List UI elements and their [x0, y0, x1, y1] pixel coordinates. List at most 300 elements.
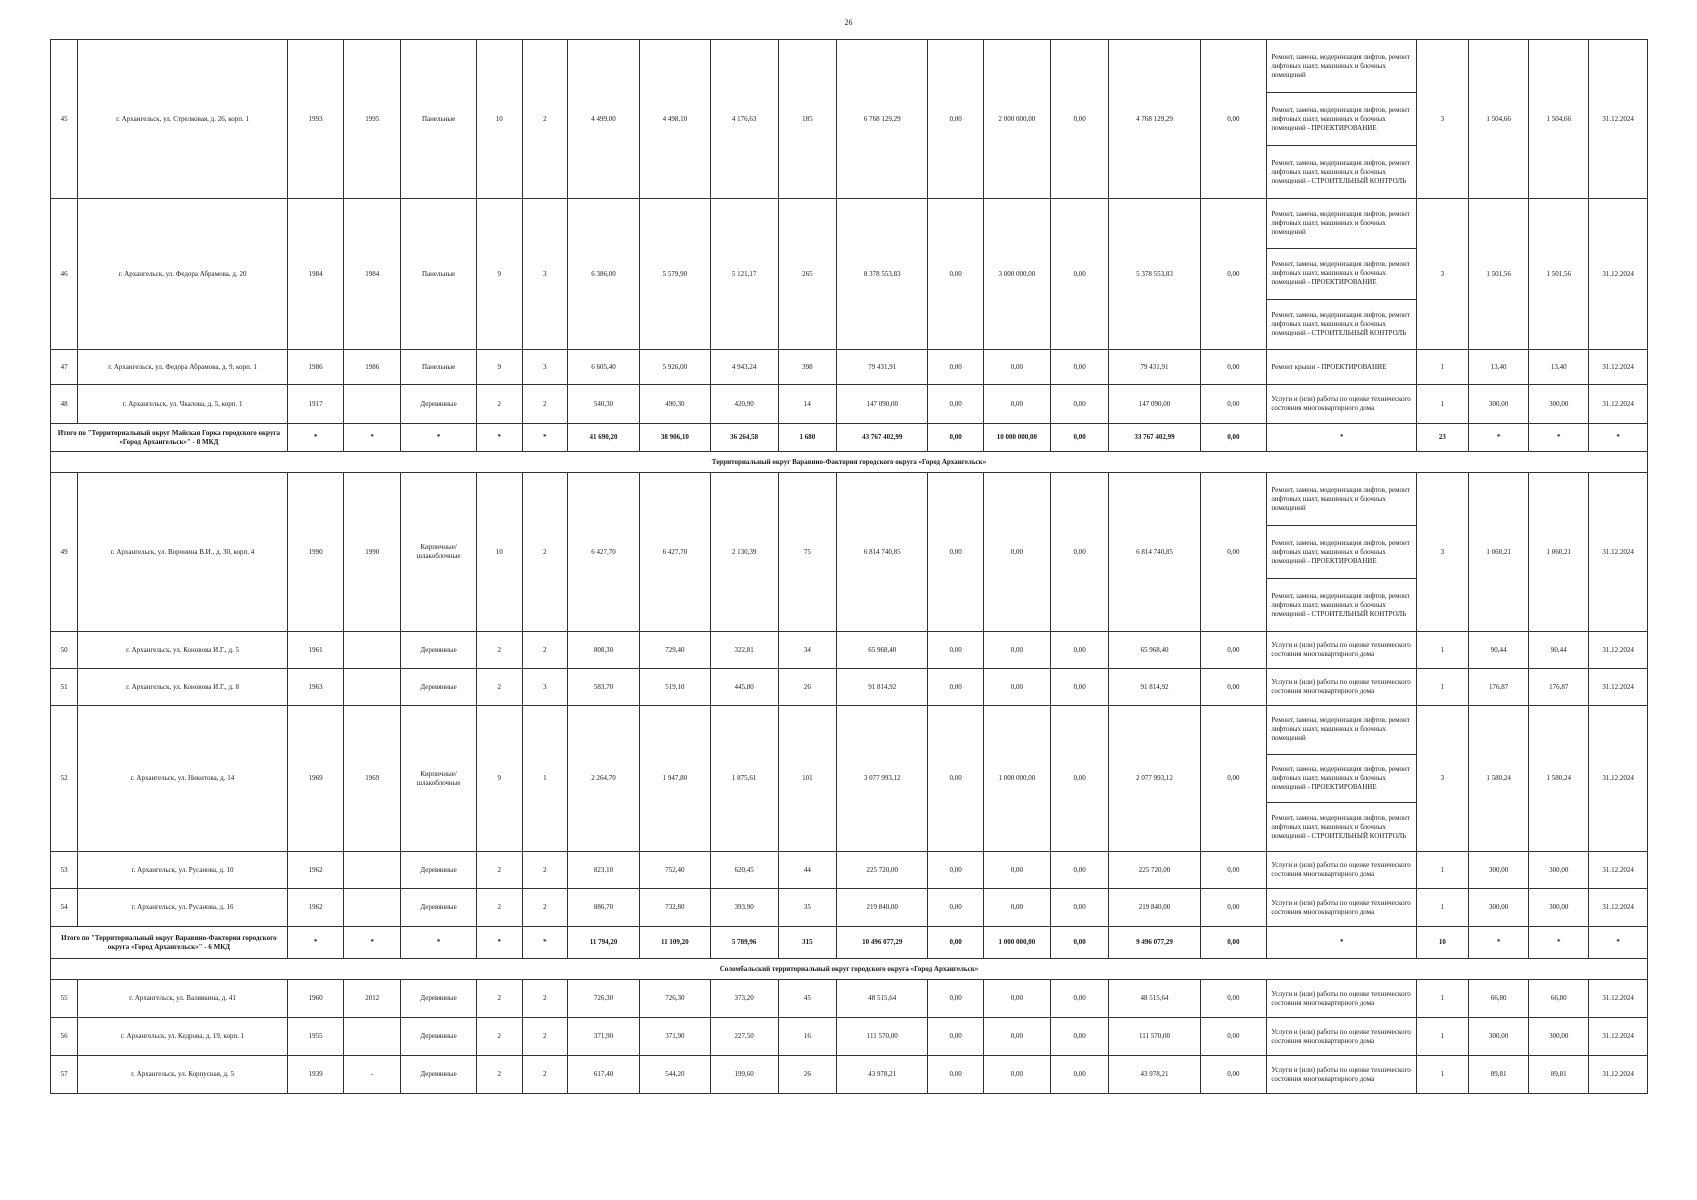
cell-count: 3	[1417, 40, 1469, 199]
cell-unit-cost-max: 300,00	[1529, 852, 1589, 889]
subtotal-deadline: *	[1589, 424, 1648, 452]
cell-area-res: 373,20	[710, 980, 778, 1018]
cell-area-total: 4 499,00	[568, 40, 640, 199]
cell-unit-cost: 300,00	[1468, 889, 1529, 927]
cell-deadline: 31.12.2024	[1589, 473, 1648, 632]
subtotal-label: Итого по "Территориальный округ Варавино-Фактория городского округа «Город Архангельск»" - 6 МКД	[51, 927, 288, 959]
cell-fund: 0,00	[928, 632, 984, 669]
subtotal-budget-region: 1 000 000,00	[983, 927, 1050, 959]
cell-floors: 9	[477, 199, 523, 350]
cell-fund: 0,00	[928, 852, 984, 889]
work-item: Ремонт, замена, модернизация лифтов, ремонт лифтовых шахт, машинных и блочных помещений	[1271, 210, 1410, 237]
cell-budget-local: 0,00	[1050, 706, 1109, 852]
cell-deadline: 31.12.2024	[1589, 40, 1648, 199]
work-item: Ремонт, замена, модернизация лифтов, ремонт лифтовых шахт, машинных и блочных помещений - ПРОЕКТИРОВАНИЕ	[1267, 754, 1416, 803]
cell-count: 1	[1417, 350, 1469, 385]
cell-year-rec	[344, 1018, 401, 1056]
cell-owners: 65 968,40	[1109, 632, 1200, 669]
cell-material: Деревянные	[401, 632, 477, 669]
cell-other: 0,00	[1200, 199, 1267, 350]
cell-count: 3	[1417, 706, 1469, 852]
subtotal-year-built: *	[287, 927, 344, 959]
cell-year-built: 1990	[287, 473, 344, 632]
cell-material: Деревянные	[401, 1018, 477, 1056]
subtotal-area-living: 11 109,20	[639, 927, 710, 959]
cell-material: Деревянные	[401, 669, 477, 706]
cell-area-living: 1 947,80	[639, 706, 710, 852]
cell-residents: 35	[778, 889, 837, 927]
row-number: 51	[51, 669, 78, 706]
cell-floors: 9	[477, 706, 523, 852]
subtotal-budget-local: 0,00	[1050, 424, 1109, 452]
cell-entrances: 3	[522, 669, 568, 706]
cell-deadline: 31.12.2024	[1589, 1018, 1648, 1056]
work-item: Услуги и (или) работы по оценке технического состояния многоквартирного дома	[1271, 395, 1411, 412]
cell-material: Деревянные	[401, 852, 477, 889]
cell-area-res: 199,60	[710, 1056, 778, 1094]
building-row	[51, 669, 1648, 706]
cell-unit-cost-max: 90,44	[1529, 632, 1589, 669]
building-address: г. Архангельск, ул. Валявкина, д. 41	[78, 980, 287, 1018]
building-address: г. Архангельск, ул. Русанова, д. 10	[78, 852, 287, 889]
cell-budget-local: 0,00	[1050, 40, 1109, 199]
subtotal-works: *	[1267, 927, 1417, 959]
subtotal-owners: 9 496 077,29	[1109, 927, 1200, 959]
cell-entrances: 2	[522, 980, 568, 1018]
building-address: г. Архангельск, ул. Коновова И.Г., д. 8	[78, 669, 287, 706]
cell-residents: 16	[778, 1018, 837, 1056]
cell-other: 0,00	[1200, 1056, 1267, 1094]
cell-fund: 0,00	[928, 889, 984, 927]
work-item: Ремонт, замена, модернизация лифтов, ремонт лифтовых шахт, машинных и блочных помещений - СТРОИТЕЛЬНЫЙ КОНТРОЛЬ	[1267, 578, 1416, 631]
building-address: г. Архангельск, ул. Русанова, д. 16	[78, 889, 287, 927]
cell-budget-local: 0,00	[1050, 350, 1109, 385]
cell-unit-cost-max: 1 060,21	[1529, 473, 1589, 632]
cell-cost-total: 3 077 993,12	[837, 706, 928, 852]
cell-entrances: 2	[522, 1018, 568, 1056]
building-row	[51, 385, 1648, 424]
subtotal-unit-cost-max: *	[1529, 927, 1589, 959]
cell-unit-cost-max: 13,40	[1529, 350, 1589, 385]
works-cell	[1267, 852, 1417, 889]
cell-year-rec	[344, 385, 401, 424]
building-row	[51, 980, 1648, 1018]
cell-year-built: 1962	[287, 852, 344, 889]
cell-unit-cost-max: 66,80	[1529, 980, 1589, 1018]
cell-fund: 0,00	[928, 1056, 984, 1094]
subtotal-year-rec: *	[344, 424, 401, 452]
subtotal-count: 10	[1417, 927, 1469, 959]
building-address: г. Архангельск, ул. Чкалова, д. 5, корп. 1	[78, 385, 287, 424]
subtotal-area-living: 38 906,10	[639, 424, 710, 452]
cell-budget-local: 0,00	[1050, 385, 1109, 424]
subtotal-area-total: 11 794,20	[568, 927, 640, 959]
works-cell	[1267, 980, 1417, 1018]
row-number: 49	[51, 473, 78, 632]
cell-count: 3	[1417, 473, 1469, 632]
cell-residents: 34	[778, 632, 837, 669]
cell-deadline: 31.12.2024	[1589, 706, 1648, 852]
cell-unit-cost: 300,00	[1468, 852, 1529, 889]
cell-area-total: 6 386,00	[568, 199, 640, 350]
cell-area-living: 5 926,00	[639, 350, 710, 385]
building-address: г. Архангельск, ул. Коновова И.Г., д. 5	[78, 632, 287, 669]
cell-floors: 10	[477, 40, 523, 199]
cell-year-rec	[344, 669, 401, 706]
works-cell	[1267, 199, 1417, 350]
cell-other: 0,00	[1200, 632, 1267, 669]
works-cell	[1267, 706, 1417, 852]
work-item: Ремонт, замена, модернизация лифтов, ремонт лифтовых шахт, машинных и блочных помещений - ПРОЕКТИРОВАНИЕ	[1267, 248, 1416, 298]
subtotal-material: *	[401, 927, 477, 959]
subtotal-residents: 315	[778, 927, 837, 959]
cell-area-total: 6 427,70	[568, 473, 640, 632]
work-item: Ремонт, замена, модернизация лифтов, ремонт лифтовых шахт, машинных и блочных помещений	[1271, 485, 1410, 512]
cell-cost-total: 65 968,40	[837, 632, 928, 669]
cell-budget-region: 0,00	[983, 1018, 1050, 1056]
cell-fund: 0,00	[928, 980, 984, 1018]
cell-budget-region: 0,00	[983, 473, 1050, 632]
cell-other: 0,00	[1200, 1018, 1267, 1056]
cell-entrances: 3	[522, 350, 568, 385]
row-number: 46	[51, 199, 78, 350]
repair-program-table	[50, 39, 1648, 1094]
cell-unit-cost: 89,81	[1468, 1056, 1529, 1094]
cell-cost-total: 219 840,00	[837, 889, 928, 927]
cell-year-built: 1917	[287, 385, 344, 424]
cell-budget-region: 0,00	[983, 632, 1050, 669]
cell-area-living: 4 498,10	[639, 40, 710, 199]
cell-residents: 14	[778, 385, 837, 424]
cell-area-total: 540,30	[568, 385, 640, 424]
row-number: 47	[51, 350, 78, 385]
cell-unit-cost: 66,80	[1468, 980, 1529, 1018]
cell-budget-region: 3 000 000,00	[983, 199, 1050, 350]
subtotal-unit-cost: *	[1468, 424, 1529, 452]
subtotal-other: 0,00	[1200, 927, 1267, 959]
cell-other: 0,00	[1200, 40, 1267, 199]
cell-deadline: 31.12.2024	[1589, 632, 1648, 669]
cell-material: Деревянные	[401, 980, 477, 1018]
cell-budget-region: 0,00	[983, 980, 1050, 1018]
building-row	[51, 473, 1648, 632]
cell-other: 0,00	[1200, 350, 1267, 385]
building-row	[51, 632, 1648, 669]
row-number: 54	[51, 889, 78, 927]
subtotal-owners: 33 767 402,99	[1109, 424, 1200, 452]
cell-area-total: 808,30	[568, 632, 640, 669]
cell-residents: 75	[778, 473, 837, 632]
cell-fund: 0,00	[928, 350, 984, 385]
cell-year-built: 1955	[287, 1018, 344, 1056]
cell-year-rec: 1969	[344, 706, 401, 852]
cell-year-rec	[344, 889, 401, 927]
cell-unit-cost-max: 1 580,24	[1529, 706, 1589, 852]
building-row	[51, 40, 1648, 199]
cell-area-living: 726,30	[639, 980, 710, 1018]
work-item: Ремонт, замена, модернизация лифтов, ремонт лифтовых шахт, машинных и блочных помещений	[1271, 52, 1410, 79]
work-item: Услуги и (или) работы по оценке технического состояния многоквартирного дома	[1271, 1027, 1411, 1045]
cell-material: Панельные	[401, 40, 477, 199]
building-address: г. Архангельск, ул. Стрелковая, д. 26, корп. 1	[78, 40, 287, 199]
cell-area-living: 5 579,90	[639, 199, 710, 350]
cell-count: 1	[1417, 632, 1469, 669]
cell-deadline: 31.12.2024	[1589, 889, 1648, 927]
cell-budget-local: 0,00	[1050, 889, 1109, 927]
work-item: Ремонт, замена, модернизация лифтов, ремонт лифтовых шахт, машинных и блочных помещений - СТРОИТЕЛЬНЫЙ КОНТРОЛЬ	[1267, 145, 1416, 198]
cell-other: 0,00	[1200, 852, 1267, 889]
section-title: Территориальный округ Варавино-Фактория городского округа «Город Архангельск»	[51, 452, 1648, 473]
cell-area-res: 5 121,17	[710, 199, 778, 350]
cell-floors: 2	[477, 632, 523, 669]
cell-area-living: 544,20	[639, 1056, 710, 1094]
cell-unit-cost: 300,00	[1468, 385, 1529, 424]
cell-unit-cost-max: 1 504,66	[1529, 40, 1589, 199]
work-item: Услуги и (или) работы по оценке технического состояния многоквартирного дома	[1271, 1065, 1411, 1083]
cell-year-rec	[344, 632, 401, 669]
cell-count: 3	[1417, 199, 1469, 350]
row-number: 55	[51, 980, 78, 1018]
cell-cost-total: 48 515,64	[837, 980, 928, 1018]
cell-area-living: 490,30	[639, 385, 710, 424]
cell-area-res: 227,50	[710, 1018, 778, 1056]
cell-deadline: 31.12.2024	[1589, 980, 1648, 1018]
cell-area-total: 823,10	[568, 852, 640, 889]
cell-area-total: 726,30	[568, 980, 640, 1018]
cell-year-rec: 1990	[344, 473, 401, 632]
cell-deadline: 31.12.2024	[1589, 1056, 1648, 1094]
cell-entrances: 2	[522, 40, 568, 199]
cell-budget-region: 1 000 000,00	[983, 706, 1050, 852]
cell-area-living: 371,90	[639, 1018, 710, 1056]
subtotal-year-built: *	[287, 424, 344, 452]
row-number: 57	[51, 1056, 78, 1094]
cell-unit-cost-max: 1 501,56	[1529, 199, 1589, 350]
work-item: Ремонт крыши - ПРОЕКТИРОВАНИЕ	[1271, 362, 1387, 371]
cell-other: 0,00	[1200, 385, 1267, 424]
cell-unit-cost: 90,44	[1468, 632, 1529, 669]
subtotal-entrances: *	[522, 927, 568, 959]
cell-unit-cost: 176,87	[1468, 669, 1529, 706]
cell-entrances: 2	[522, 1056, 568, 1094]
cell-owners: 79 431,91	[1109, 350, 1200, 385]
cell-floors: 2	[477, 889, 523, 927]
subtotal-label: Итого по "Территориальный округ Майская Горка городского округа «Город Архангельск»" - 8 МКД	[51, 424, 288, 452]
cell-material: Деревянные	[401, 385, 477, 424]
cell-material: Панельные	[401, 350, 477, 385]
cell-count: 1	[1417, 889, 1469, 927]
subtotal-budget-region: 10 000 000,00	[983, 424, 1050, 452]
cell-area-living: 732,80	[639, 889, 710, 927]
cell-fund: 0,00	[928, 706, 984, 852]
cell-budget-region: 0,00	[983, 852, 1050, 889]
cell-owners: 91 814,92	[1109, 669, 1200, 706]
cell-unit-cost: 300,00	[1468, 1018, 1529, 1056]
cell-cost-total: 79 431,91	[837, 350, 928, 385]
cell-budget-local: 0,00	[1050, 1056, 1109, 1094]
cell-owners: 2 077 993,12	[1109, 706, 1200, 852]
building-row	[51, 852, 1648, 889]
cell-deadline: 31.12.2024	[1589, 385, 1648, 424]
cell-fund: 0,00	[928, 473, 984, 632]
cell-cost-total: 147 090,00	[837, 385, 928, 424]
building-address: г. Архангельск, ул. Корпусная, д. 5	[78, 1056, 287, 1094]
building-address: г. Архангельск, ул. Никитова, д. 14	[78, 706, 287, 852]
cell-material: Панельные	[401, 199, 477, 350]
cell-material: Деревянные	[401, 1056, 477, 1094]
cell-year-built: 1993	[287, 40, 344, 199]
cell-unit-cost-max: 176,87	[1529, 669, 1589, 706]
cell-budget-local: 0,00	[1050, 473, 1109, 632]
cell-area-res: 2 130,39	[710, 473, 778, 632]
cell-deadline: 31.12.2024	[1589, 199, 1648, 350]
cell-entrances: 1	[522, 706, 568, 852]
cell-unit-cost: 1 501,56	[1468, 199, 1529, 350]
cell-entrances: 2	[522, 852, 568, 889]
subtotal-works: *	[1267, 424, 1417, 452]
cell-other: 0,00	[1200, 980, 1267, 1018]
row-number: 52	[51, 706, 78, 852]
cell-year-rec	[344, 852, 401, 889]
cell-cost-total: 91 814,92	[837, 669, 928, 706]
building-address: г. Архангельск, ул. Кедрова, д. 19, корп. 1	[78, 1018, 287, 1056]
cell-budget-local: 0,00	[1050, 632, 1109, 669]
cell-residents: 101	[778, 706, 837, 852]
cell-area-total: 371,90	[568, 1018, 640, 1056]
cell-owners: 6 814 740,85	[1109, 473, 1200, 632]
work-item: Ремонт, замена, модернизация лифтов, ремонт лифтовых шахт, машинных и блочных помещений - СТРОИТЕЛЬНЫЙ КОНТРОЛЬ	[1267, 299, 1416, 349]
work-item: Ремонт, замена, модернизация лифтов, ремонт лифтовых шахт, машинных и блочных помещений - ПРОЕКТИРОВАНИЕ	[1267, 92, 1416, 145]
cell-area-living: 6 427,70	[639, 473, 710, 632]
cell-year-built: 1969	[287, 706, 344, 852]
cell-area-living: 729,40	[639, 632, 710, 669]
subtotal-entrances: *	[522, 424, 568, 452]
cell-budget-region: 0,00	[983, 669, 1050, 706]
works-cell	[1267, 889, 1417, 927]
works-cell	[1267, 669, 1417, 706]
work-item: Услуги и (или) работы по оценке технического состояния многоквартирного дома	[1271, 861, 1411, 878]
cell-area-total: 617,40	[568, 1056, 640, 1094]
cell-year-built: 1984	[287, 199, 344, 350]
cell-entrances: 2	[522, 889, 568, 927]
cell-residents: 398	[778, 350, 837, 385]
cell-area-res: 1 875,61	[710, 706, 778, 852]
cell-area-res: 322,81	[710, 632, 778, 669]
building-address: г. Архангельск, ул. Воронина В.И., д. 30, корп. 4	[78, 473, 287, 632]
building-row	[51, 706, 1648, 852]
cell-budget-local: 0,00	[1050, 852, 1109, 889]
work-item: Услуги и (или) работы по оценке технического состояния многоквартирного дома	[1271, 641, 1411, 658]
cell-area-res: 445,80	[710, 669, 778, 706]
cell-area-total: 886,70	[568, 889, 640, 927]
work-item: Услуги и (или) работы по оценке технического состояния многоквартирного дома	[1271, 898, 1411, 916]
cell-fund: 0,00	[928, 1018, 984, 1056]
cell-count: 1	[1417, 385, 1469, 424]
cell-fund: 0,00	[928, 385, 984, 424]
subtotal-fund: 0,00	[928, 927, 984, 959]
cell-entrances: 2	[522, 632, 568, 669]
row-number: 56	[51, 1018, 78, 1056]
cell-owners: 5 378 553,83	[1109, 199, 1200, 350]
cell-year-built: 1960	[287, 980, 344, 1018]
work-item: Ремонт, замена, модернизация лифтов, ремонт лифтовых шахт, машинных и блочных помещений	[1271, 716, 1410, 743]
cell-unit-cost-max: 300,00	[1529, 385, 1589, 424]
cell-floors: 2	[477, 669, 523, 706]
cell-other: 0,00	[1200, 473, 1267, 632]
cell-count: 1	[1417, 1018, 1469, 1056]
subtotal-area-res: 5 789,96	[710, 927, 778, 959]
cell-unit-cost-max: 300,00	[1529, 1018, 1589, 1056]
subtotal-other: 0,00	[1200, 424, 1267, 452]
subtotal-count: 23	[1417, 424, 1469, 452]
cell-residents: 265	[778, 199, 837, 350]
subtotal-floors: *	[477, 927, 523, 959]
building-row	[51, 1018, 1648, 1056]
cell-other: 0,00	[1200, 889, 1267, 927]
cell-residents: 45	[778, 980, 837, 1018]
cell-budget-local: 0,00	[1050, 980, 1109, 1018]
cell-material: Деревянные	[401, 889, 477, 927]
section-header-row	[51, 452, 1648, 473]
subtotal-row	[51, 424, 1648, 452]
cell-budget-region: 0,00	[983, 889, 1050, 927]
cell-budget-local: 0,00	[1050, 669, 1109, 706]
cell-residents: 44	[778, 852, 837, 889]
row-number: 48	[51, 385, 78, 424]
cell-count: 1	[1417, 980, 1469, 1018]
cell-deadline: 31.12.2024	[1589, 852, 1648, 889]
cell-count: 1	[1417, 852, 1469, 889]
subtotal-floors: *	[477, 424, 523, 452]
cell-cost-total: 43 978,21	[837, 1056, 928, 1094]
cell-year-rec: -	[344, 1056, 401, 1094]
cell-residents: 26	[778, 669, 837, 706]
works-cell	[1267, 473, 1417, 632]
cell-year-built: 1986	[287, 350, 344, 385]
cell-other: 0,00	[1200, 706, 1267, 852]
cell-deadline: 31.12.2024	[1589, 669, 1648, 706]
cell-area-total: 2 264,70	[568, 706, 640, 852]
cell-owners: 43 978,21	[1109, 1056, 1200, 1094]
cell-entrances: 2	[522, 473, 568, 632]
subtotal-unit-cost-max: *	[1529, 424, 1589, 452]
cell-unit-cost: 13,40	[1468, 350, 1529, 385]
cell-fund: 0,00	[928, 669, 984, 706]
cell-unit-cost: 1 580,24	[1468, 706, 1529, 852]
cell-residents: 26	[778, 1056, 837, 1094]
cell-owners: 147 090,00	[1109, 385, 1200, 424]
building-row	[51, 889, 1648, 927]
cell-unit-cost-max: 300,00	[1529, 889, 1589, 927]
cell-owners: 219 840,00	[1109, 889, 1200, 927]
cell-year-rec: 2012	[344, 980, 401, 1018]
cell-count: 1	[1417, 669, 1469, 706]
page-number: 26	[844, 18, 853, 27]
cell-owners: 4 768 129,29	[1109, 40, 1200, 199]
subtotal-budget-local: 0,00	[1050, 927, 1109, 959]
cell-floors: 2	[477, 1018, 523, 1056]
work-item: Ремонт, замена, модернизация лифтов, ремонт лифтовых шахт, машинных и блочных помещений - СТРОИТЕЛЬНЫЙ КОНТРОЛЬ	[1267, 802, 1416, 851]
cell-owners: 225 720,00	[1109, 852, 1200, 889]
cell-cost-total: 6 814 740,85	[837, 473, 928, 632]
subtotal-cost-total: 43 767 402,99	[837, 424, 928, 452]
cell-fund: 0,00	[928, 199, 984, 350]
work-item: Ремонт, замена, модернизация лифтов, ремонт лифтовых шахт, машинных и блочных помещений - ПРОЕКТИРОВАНИЕ	[1267, 525, 1416, 578]
cell-floors: 2	[477, 852, 523, 889]
cell-budget-local: 0,00	[1050, 199, 1109, 350]
subtotal-fund: 0,00	[928, 424, 984, 452]
cell-entrances: 3	[522, 199, 568, 350]
